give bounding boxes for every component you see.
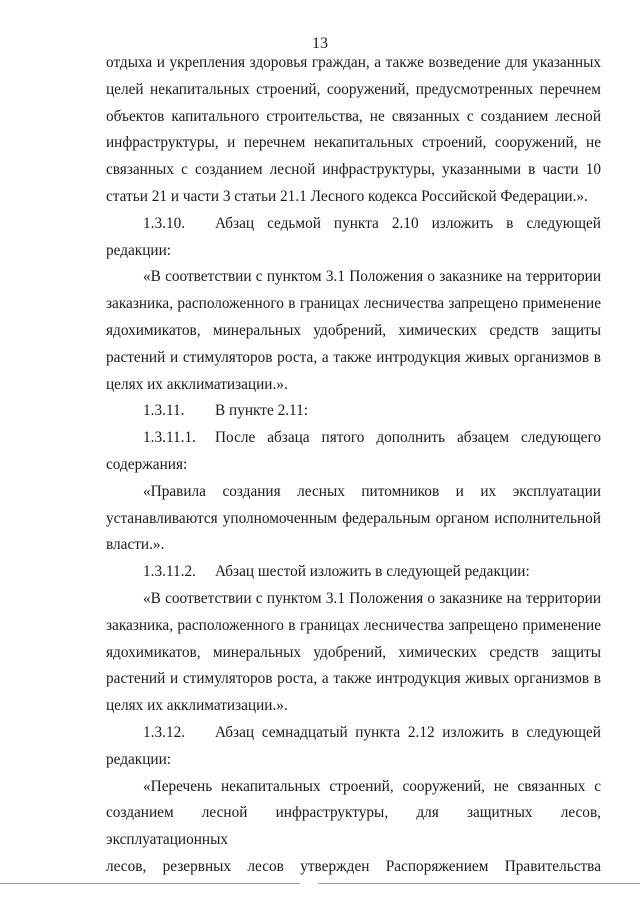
text-line: ядохимикатов, минеральных удобрений, химических средств защиты [106, 321, 601, 339]
text-line: редакции: [106, 241, 172, 259]
item-heading-line [106, 398, 601, 425]
item-text: После абзаца пятого дополнить абзацем следующего [215, 429, 601, 447]
item-text: Абзац семнадцатый пункта 2.12 изложить в следующей [215, 723, 601, 741]
item-number: 1.3.12. [143, 723, 186, 741]
text-line: растений и стимуляторов роста, а также интродукция живых организмов в [106, 348, 601, 366]
text-line: целях их акклиматизации.». [106, 697, 288, 715]
quote-paragraph-4 [106, 774, 601, 881]
item-heading-line [106, 425, 601, 452]
paragraph-continuation [106, 50, 601, 211]
quote-paragraph-1 [106, 264, 601, 398]
text-line: содержания: [106, 455, 188, 473]
text-line: лесов, резервных лесов утвержден Распоряжением Правительства [106, 857, 601, 875]
item-heading-line [106, 211, 601, 238]
text-line: статьи 21 и части 3 статьи 21.1 Лесного кодекса Российской Федерации.». [106, 187, 588, 205]
text-line: целях их акклиматизации.». [106, 375, 288, 393]
quote-paragraph-2 [106, 479, 601, 559]
item-1-3-12 [106, 720, 601, 774]
text-line: объектов капитального строительства, не связанных с созданием лесной [106, 107, 601, 125]
footer-divider [0, 883, 640, 884]
item-text: В пункте 2.11: [215, 402, 309, 420]
text-line: «Перечень некапитальных строений, сооружений, не связанных с [143, 777, 601, 795]
item-heading-line [106, 559, 601, 586]
footer-divider-gap [300, 883, 318, 885]
text-line: «В соответствии с пунктом 3.1 Положения о заказнике на территории [143, 589, 601, 607]
item-text: Абзац шестой изложить в следующей редакции: [215, 563, 530, 581]
text-line: заказника, расположенного в границах лесничества запрещено применение [106, 295, 601, 313]
item-number: 1.3.11.2. [143, 563, 196, 581]
item-1-3-11-1 [106, 425, 601, 479]
text-line: ядохимикатов, минеральных удобрений, химических средств защиты [106, 643, 601, 661]
text-line: редакции: [106, 750, 172, 768]
text-line: власти.». [106, 536, 165, 554]
text-line: созданием лесной инфраструктуры, для защитных лесов, эксплуатационных [106, 804, 601, 849]
item-1-3-10 [106, 211, 601, 265]
text-line: заказника, расположенного в границах лесничества запрещено применение [106, 616, 601, 634]
text-line: устанавливаются уполномоченным федеральным органом исполнительной [106, 509, 601, 527]
text-line: связанных с созданием лесной инфраструктуры, указанными в части 10 [106, 161, 601, 179]
text-line: инфраструктуры, и перечнем некапитальных строений, сооружений, не [106, 134, 601, 152]
item-number: 1.3.11. [143, 402, 185, 420]
item-1-3-11 [106, 398, 601, 425]
item-heading-line [106, 720, 601, 747]
text-line: растений и стимуляторов роста, а также интродукция живых организмов в [106, 670, 601, 688]
item-number: 1.3.11.1. [143, 429, 196, 447]
page-number: 13 [312, 35, 328, 52]
text-line: «В соответствии с пунктом 3.1 Положения о заказнике на территории [143, 268, 601, 286]
quote-paragraph-3 [106, 586, 601, 720]
item-number: 1.3.10. [143, 214, 186, 232]
text-line: отдыха и укрепления здоровья граждан, а также возведение для указанных [106, 54, 601, 71]
text-line: «Правила создания лесных питомников и их эксплуатации [143, 482, 601, 500]
item-text: Абзац седьмой пункта 2.10 изложить в следующей [215, 214, 601, 232]
document-body [106, 50, 601, 881]
text-line: целей некапитальных строений, сооружений, предусмотренных перечнем [106, 80, 601, 98]
item-1-3-11-2 [106, 559, 601, 586]
